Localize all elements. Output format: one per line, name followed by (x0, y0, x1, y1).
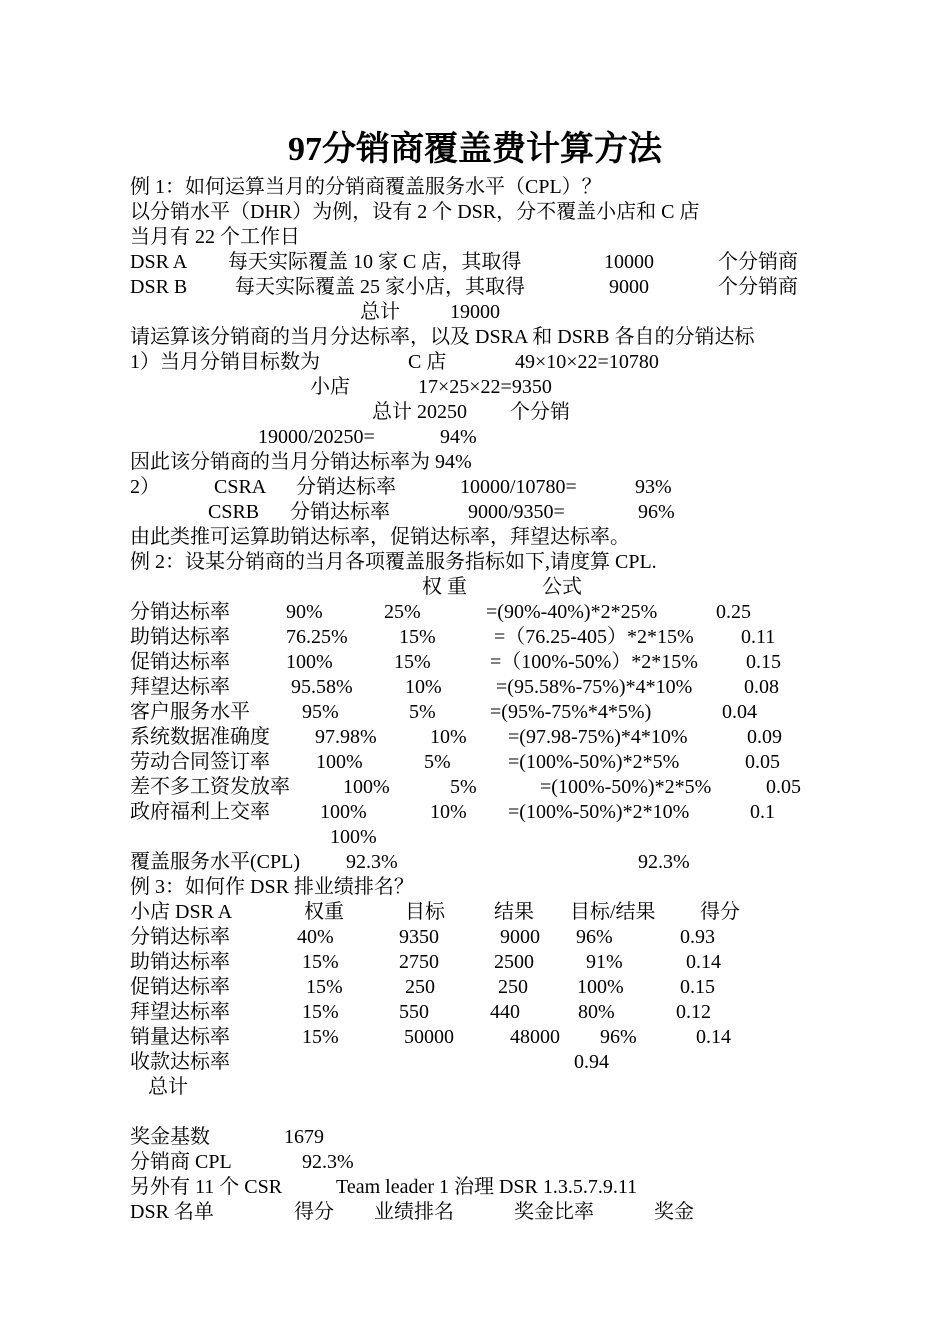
ex2-row-name: 劳动合同签订率 (130, 751, 270, 773)
ex2-row-result: 0.11 (741, 626, 776, 648)
dsr-list-header-score: 得分 (294, 1201, 334, 1223)
ex3-row-result: 9000 (500, 926, 540, 948)
team-leader-note: Team leader 1 治理 DSR 1.3.5.7.9.11 (336, 1176, 638, 1198)
ex3-header-ratio: 目标/结果 (570, 901, 656, 923)
example3-question: 例 3：如何作 DSR 排业绩排名？ (130, 876, 414, 898)
ex2-row-name: 政府福利上交率 (130, 801, 270, 823)
ex3-header-weight: 权重 (304, 901, 344, 923)
step1-small-store-label: 小店 (310, 376, 350, 398)
ex2-row-value: 90% (286, 601, 323, 623)
ex2-row-weight: 5% (409, 701, 436, 723)
csrb-calc: 9000/9350= (468, 501, 565, 523)
ex3-row-weight: 15% (302, 951, 339, 973)
ex2-row-value: 100% (286, 651, 333, 673)
ex3-row-ratio: 91% (586, 951, 623, 973)
dsrb-unit: 个分销商 (718, 276, 798, 298)
ex3-row-ratio: 100% (577, 976, 624, 998)
ex3-row-name: 拜望达标率 (130, 1001, 230, 1023)
step1-c-store-label: C 店 (408, 351, 447, 373)
dsra-unit: 个分销商 (718, 251, 798, 273)
ex3-row-name: 销量达标率 (130, 1026, 230, 1048)
example1-question: 例 1：如何运算当月的分销商覆盖服务水平（CPL）？ (130, 176, 602, 198)
ex2-row-value: 100% (343, 776, 390, 798)
ex2-row-value: 95% (302, 701, 339, 723)
csra-value: 93% (635, 476, 672, 498)
ex3-row-target: 2750 (399, 951, 439, 973)
dsr-list-header-name: DSR 名单 (130, 1201, 214, 1223)
ex3-row-weight: 15% (306, 976, 343, 998)
dsr-list-header-ratio: 奖金比率 (514, 1201, 594, 1223)
ex2-row-formula: =(95%-75%*4*5%) (490, 701, 652, 723)
ex2-row-name: 差不多工资发放率 (130, 776, 290, 798)
ex2-row-name: 客户服务水平 (130, 701, 250, 723)
distributor-cpl-value: 92.3% (302, 1151, 354, 1173)
ex2-row-result: 0.15 (746, 651, 781, 673)
example1-conclusion: 因此该分销商的当月分销达标率为 94% (130, 451, 472, 473)
dsra-name: DSR A (130, 251, 188, 273)
ex1-total-value: 19000 (450, 301, 500, 323)
bonus-base-value: 1679 (284, 1126, 324, 1148)
ex2-row-name: 拜望达标率 (130, 676, 230, 698)
example1-note: 由此类推可运算助销达标率，促销达标率，拜望达标率。 (130, 526, 630, 548)
ex3-row-score: 0.93 (680, 926, 715, 948)
ex3-row-result: 250 (498, 976, 528, 998)
cpl-label: 覆盖服务水平(CPL) (130, 851, 300, 873)
ex2-row-result: 0.08 (744, 676, 779, 698)
ex2-row-weight: 10% (405, 676, 442, 698)
csrb-name: CSRB (208, 501, 260, 523)
ex2-row-result: 0.1 (750, 801, 775, 823)
csrb-label: 分销达标率 (290, 501, 390, 523)
ex2-header-weight: 权 重 (422, 576, 467, 598)
dsrb-value: 9000 (609, 276, 649, 298)
ex2-row-result: 0.05 (766, 776, 801, 798)
ex2-row-value: 100% (320, 801, 367, 823)
ex3-row-score: 0.14 (696, 1026, 731, 1048)
ex2-row-weight: 10% (430, 801, 467, 823)
ex2-row-formula: =(97.98-75%)*4*10% (508, 726, 688, 748)
ex3-row-score: 0.14 (686, 951, 721, 973)
ex3-row-score: 0.15 (680, 976, 715, 998)
ex3-row-result: 440 (490, 1001, 520, 1023)
example1-task: 请运算该分销商的当月分达标率，以及 DSRA 和 DSRB 各自的分销达标 (130, 326, 755, 348)
ex3-header-target: 目标 (405, 901, 445, 923)
csr-count: 另外有 11 个 CSR (130, 1176, 283, 1198)
ex3-row-name: 促销达标率 (130, 976, 230, 998)
step1-label: 1）当月分销目标数为 (130, 351, 320, 373)
ex3-row-target: 250 (405, 976, 435, 998)
ratio-calc: 19000/20250= (258, 426, 375, 448)
ex3-row-score: 0.12 (676, 1001, 711, 1023)
ex2-row-value: 100% (316, 751, 363, 773)
ex3-row-name: 分销达标率 (130, 926, 230, 948)
ex3-header-score: 得分 (700, 901, 740, 923)
ex2-row-weight: 5% (424, 751, 451, 773)
ex3-row-result: 48000 (510, 1026, 560, 1048)
ex3-header-name: 小店 DSR A (130, 901, 233, 923)
dsra-desc: 每天实际覆盖 10 家 C 店，其取得 (228, 251, 522, 273)
example2-question: 例 2：设某分销商的当月各项覆盖服务指标如下,请度算 CPL. (130, 551, 657, 573)
ex2-row-formula: =(95.58%-75%)*4*10% (496, 676, 693, 698)
page-title: 97分销商覆盖费计算方法 (288, 131, 662, 168)
ex2-row-name: 系统数据准确度 (130, 726, 270, 748)
collection-rate-value: 0.94 (574, 1051, 609, 1073)
ex2-row-value: 76.25% (286, 626, 348, 648)
step1-total-unit: 个分销 (510, 401, 570, 423)
csra-calc: 10000/10780= (460, 476, 577, 498)
ex2-row-name: 分销达标率 (130, 601, 230, 623)
ex2-row-formula: =(90%-40%)*2*25% (486, 601, 658, 623)
cpl-value: 92.3% (346, 851, 398, 873)
ex3-row-target: 9350 (399, 926, 439, 948)
ex2-row-formula: =（100%-50%）*2*15% (490, 651, 698, 673)
ex2-row-result: 0.05 (745, 751, 780, 773)
csrb-value: 96% (638, 501, 675, 523)
ex2-header-formula: 公式 (542, 576, 582, 598)
ex3-row-ratio: 96% (600, 1026, 637, 1048)
dsrb-desc: 每天实际覆盖 25 家小店，其取得 (235, 276, 525, 298)
dsr-list-header-rank: 业绩排名 (374, 1201, 454, 1223)
csra-label: 分销达标率 (296, 476, 396, 498)
dsra-value: 10000 (604, 251, 654, 273)
ex3-row-name: 助销达标率 (130, 951, 230, 973)
ex2-row-formula: =(100%-50%)*2*5% (540, 776, 712, 798)
dsrb-name: DSR B (130, 276, 188, 298)
distributor-cpl-label: 分销商 CPL (130, 1151, 232, 1173)
ex1-total-label: 总计 (360, 301, 400, 323)
ex3-header-result: 结果 (494, 901, 534, 923)
example1-intro: 以分销水平（DHR）为例，设有 2 个 DSR，分不覆盖小店和 C 店 (130, 201, 700, 223)
ex3-row-target: 550 (399, 1001, 429, 1023)
cpl-result: 92.3% (638, 851, 690, 873)
ex2-row-result: 0.25 (716, 601, 751, 623)
ex2-row-formula: =（76.25-405）*2*15% (494, 626, 694, 648)
ex2-row-name: 助销达标率 (130, 626, 230, 648)
ex3-row-weight: 15% (302, 1001, 339, 1023)
step1-small-store-calc: 17×25×22=9350 (418, 376, 552, 398)
bonus-base-label: 奖金基数 (130, 1126, 210, 1148)
csra-name: CSRA (214, 476, 267, 498)
ex2-row-formula: =(100%-50%)*2*5% (508, 751, 680, 773)
collection-rate-label: 收款达标率 (130, 1051, 230, 1073)
ex2-row-weight: 15% (399, 626, 436, 648)
ex2-row-weight: 25% (384, 601, 421, 623)
ex3-row-ratio: 80% (578, 1001, 615, 1023)
ex2-row-result: 0.09 (747, 726, 782, 748)
ex2-weight-total: 100% (330, 826, 377, 848)
ex2-row-value: 97.98% (315, 726, 377, 748)
step1-c-store-calc: 49×10×22=10780 (515, 351, 659, 373)
ex2-row-formula: =(100%-50%)*2*10% (508, 801, 690, 823)
ex3-row-weight: 15% (302, 1026, 339, 1048)
ex2-row-weight: 5% (450, 776, 477, 798)
dsr-list-header-bonus: 奖金 (654, 1201, 694, 1223)
ex2-row-name: 促销达标率 (130, 651, 230, 673)
step1-total: 总计 20250 (372, 401, 467, 423)
ex3-row-result: 2500 (494, 951, 534, 973)
step2-num: 2） (130, 476, 160, 498)
ex2-row-weight: 15% (394, 651, 431, 673)
ex3-total-label: 总计 (148, 1076, 188, 1098)
ex3-row-ratio: 96% (576, 926, 613, 948)
ex3-row-target: 50000 (404, 1026, 454, 1048)
ratio-value: 94% (440, 426, 477, 448)
ex2-row-result: 0.04 (722, 701, 757, 723)
example1-workdays: 当月有 22 个工作日 (130, 226, 300, 248)
ex3-row-weight: 40% (297, 926, 334, 948)
ex2-row-value: 95.58% (291, 676, 353, 698)
ex2-row-weight: 10% (430, 726, 467, 748)
